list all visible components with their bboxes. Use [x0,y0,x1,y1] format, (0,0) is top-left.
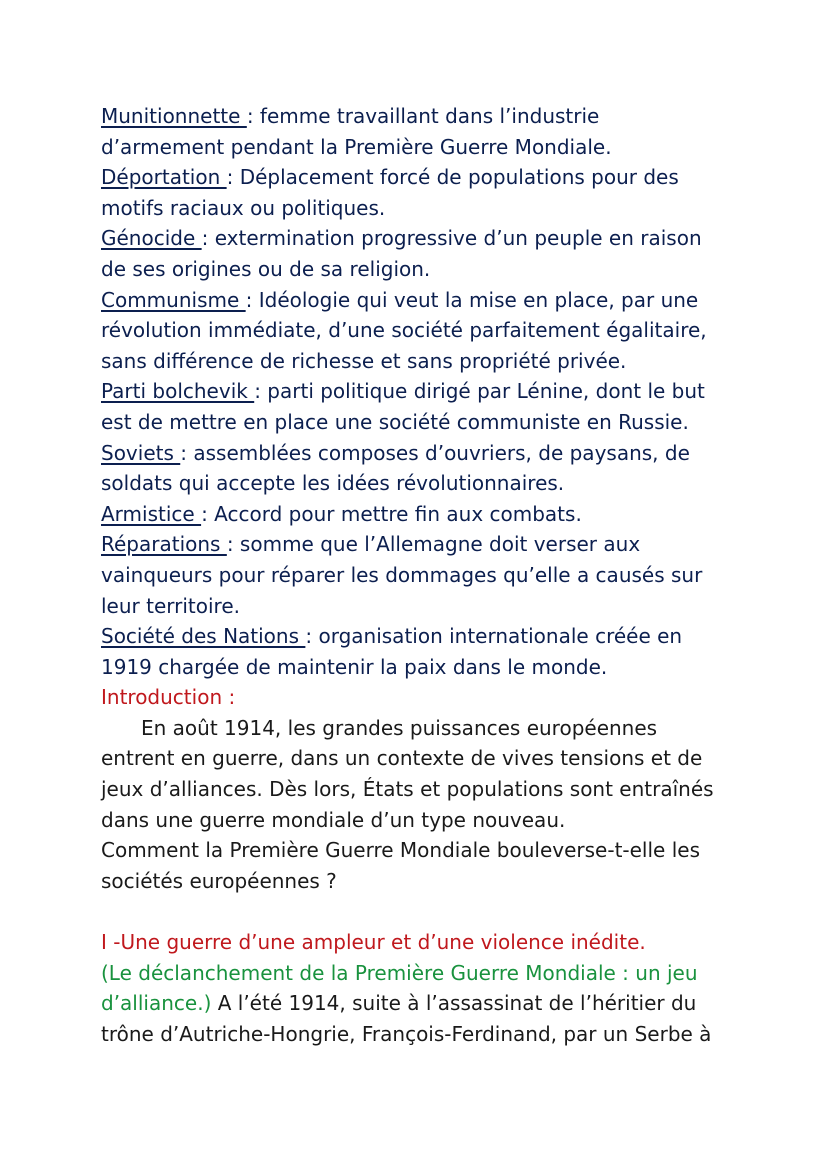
text-line: 1919 chargée de maintenir la paix dans le monde. [101,654,608,679]
glossary-entry [101,438,768,499]
text-line: de ses origines ou de sa religion. [101,256,431,281]
glossary-definition: : assemblées composes d’ouvriers, de paysans, de [180,440,690,465]
glossary-term: Soviets [101,440,181,465]
glossary-term: Armistice [101,501,202,526]
section-body: A l’été 1914, suite à l’assassinat de l’héritier du [211,991,697,1016]
glossary-entry [101,223,768,284]
glossary-definition: : Idéologie qui veut la mise en place, par une [245,287,699,312]
section-subheading: (Le déclanchement de la Première Guerre Mondiale : un jeu [101,960,698,985]
glossary [101,101,768,682]
text-line: entrent en guerre, dans un contexte de vives tensions et de [101,746,703,771]
glossary-term: Réparations [101,532,227,557]
text-line: dans une guerre mondiale d’un type nouveau. [101,807,566,832]
glossary-term: Munitionnette [101,104,247,128]
introduction-heading: Introduction : [101,685,236,710]
glossary-entry [101,529,768,621]
text-line: motifs raciaux ou politiques. [101,195,386,220]
glossary-definition: : femme travaillant dans l’industrie [246,104,600,128]
glossary-definition: : somme que l’Allemagne doit verser aux [226,532,641,557]
glossary-term: Génocide [101,226,202,251]
section-heading: I -Une guerre d’une ampleur et d’une violence inédite. [101,930,646,955]
text-line: sociétés européennes ? [101,868,337,893]
text-line: soldats qui accepte les idées révolutionnaires. [101,471,565,496]
glossary-entry [101,101,768,162]
section-1 [101,927,768,1049]
text-line [101,499,768,530]
text-line [101,162,768,193]
glossary-definition: : extermination progressive d’un peuple en raison [201,226,702,251]
section-subheading-end: d’alliance.) [101,991,212,1016]
text-line [101,988,768,1019]
glossary-definition: : Accord pour mettre fin aux combats. [201,501,582,526]
text-line [101,285,768,316]
glossary-definition: : parti politique dirigé par Lénine, dont le but [254,379,705,404]
glossary-entry [101,376,768,437]
glossary-definition: : organisation internationale créée en [305,624,683,649]
text-line: En août 1914, les grandes puissances européennes [141,715,658,740]
glossary-term: Déportation [101,165,227,190]
glossary-entry [101,162,768,223]
text-line: trône d’Autriche-Hongrie, François-Ferdinand, par un Serbe à [101,1021,712,1046]
introduction [101,682,768,896]
text-line: sans différence de richesse et sans propriété privée. [101,348,627,373]
text-line: leur territoire. [101,593,240,618]
text-line: révolution immédiate, d’une société parfaitement égalitaire, [101,318,707,343]
text-line [101,101,768,132]
text-line [101,529,768,560]
text-line: jeux d’alliances. Dès lors, États et populations sont entraînés [101,777,714,802]
glossary-entry [101,621,768,682]
text-line [101,438,768,469]
spacer [101,896,768,927]
glossary-term: Communisme [101,287,246,312]
text-line [101,376,768,407]
glossary-definition: : Déplacement forcé de populations pour des [226,165,679,190]
text-line: est de mettre en place une société communiste en Russie. [101,409,689,434]
text-line [101,621,768,652]
text-line [101,223,768,254]
glossary-term: Parti bolchevik [101,379,255,404]
glossary-term: Société des Nations [101,624,306,649]
text-line: vainqueurs pour réparer les dommages qu’elle a causés sur [101,562,703,587]
text-line: Comment la Première Guerre Mondiale bouleverse-t-elle les [101,838,700,863]
text-line: d’armement pendant la Première Guerre Mondiale. [101,134,612,159]
glossary-entry [101,285,768,377]
glossary-entry [101,499,768,530]
